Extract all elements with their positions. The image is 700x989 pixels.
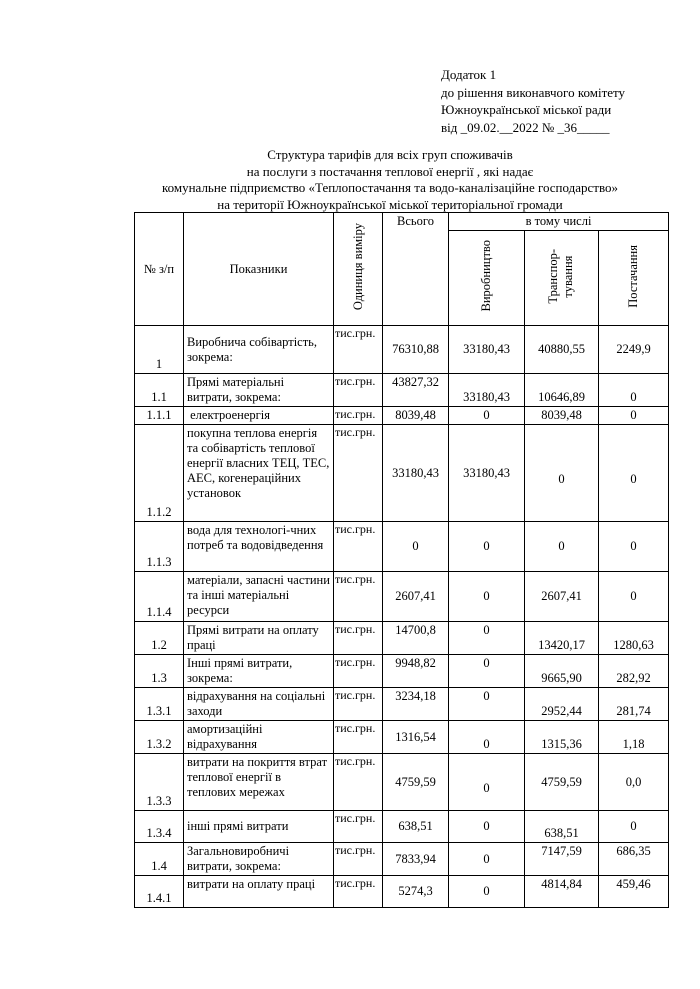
row-supply: 0,0 bbox=[599, 754, 669, 811]
row-transport: 4814,84 bbox=[525, 876, 599, 908]
row-transport: 4759,59 bbox=[525, 754, 599, 811]
row-supply: 686,35 bbox=[599, 843, 669, 876]
header-production bbox=[449, 231, 525, 326]
row-num: 1.3 bbox=[135, 655, 184, 688]
header-transport-label: Транспор- тування bbox=[545, 248, 575, 304]
title-line: Структура тарифів для всіх груп споживачів bbox=[267, 147, 513, 162]
row-unit: тис.грн. bbox=[334, 425, 383, 522]
row-transport: 638,51 bbox=[525, 811, 599, 843]
row-unit: тис.грн. bbox=[334, 374, 383, 407]
header-supply bbox=[599, 231, 669, 326]
row-unit: тис.грн. bbox=[334, 876, 383, 908]
row-production: 0 bbox=[449, 843, 525, 876]
row-production: 0 bbox=[449, 688, 525, 721]
row-indicator: Загальновиробничі витрати, зокрема: bbox=[184, 843, 334, 876]
table-row bbox=[135, 572, 669, 622]
row-transport: 9665,90 bbox=[525, 655, 599, 688]
header-including: в тому числі bbox=[449, 213, 669, 231]
row-total: 3234,18 bbox=[383, 688, 449, 721]
row-total: 14700,8 bbox=[383, 622, 449, 655]
row-production: 0 bbox=[449, 811, 525, 843]
table-row bbox=[135, 374, 669, 407]
row-num: 1 bbox=[135, 326, 184, 374]
row-production: 33180,43 bbox=[449, 425, 525, 522]
row-transport: 40880,55 bbox=[525, 326, 599, 374]
row-production: 0 bbox=[449, 572, 525, 622]
row-production: 0 bbox=[449, 721, 525, 754]
table-row bbox=[135, 688, 669, 721]
header-supply-label: Постачання bbox=[626, 244, 640, 308]
row-total: 9948,82 bbox=[383, 655, 449, 688]
row-unit: тис.грн. bbox=[334, 688, 383, 721]
row-transport: 0 bbox=[525, 522, 599, 572]
row-unit: тис.грн. bbox=[334, 622, 383, 655]
row-supply: 281,74 bbox=[599, 688, 669, 721]
row-indicator: вода для технологі-чних потреб та водовідведення bbox=[184, 522, 334, 572]
row-total: 2607,41 bbox=[383, 572, 449, 622]
row-total: 0 bbox=[383, 522, 449, 572]
row-production: 33180,43 bbox=[449, 326, 525, 374]
row-transport: 8039,48 bbox=[525, 407, 599, 425]
row-indicator: електроенергія bbox=[184, 407, 334, 425]
row-num: 1.1.2 bbox=[135, 425, 184, 522]
table-row bbox=[135, 843, 669, 876]
row-unit: тис.грн. bbox=[334, 843, 383, 876]
row-total: 638,51 bbox=[383, 811, 449, 843]
row-total: 33180,43 bbox=[383, 425, 449, 522]
appendix-line: до рішення виконавчого комітету bbox=[441, 84, 626, 100]
row-supply: 0 bbox=[599, 425, 669, 522]
row-unit: тис.грн. bbox=[334, 655, 383, 688]
title-line: комунальне підприємство «Теплопостачання та водо-каналізаційне господарство» bbox=[161, 180, 619, 195]
header-indicator: Показники bbox=[184, 213, 334, 326]
row-num: 1.4 bbox=[135, 843, 184, 876]
row-total: 5274,3 bbox=[383, 876, 449, 908]
table-row bbox=[135, 754, 669, 811]
row-indicator: амортизаційні відрахування bbox=[184, 721, 334, 754]
row-num: 1.4.1 bbox=[135, 876, 184, 908]
row-transport: 7147,59 bbox=[525, 843, 599, 876]
row-indicator: витрати на покриття втрат теплової енергії в теплових мережах bbox=[184, 754, 334, 811]
row-total: 7833,94 bbox=[383, 843, 449, 876]
row-indicator: відрахування на соціальні заходи bbox=[184, 688, 334, 721]
row-num: 1.2 bbox=[135, 622, 184, 655]
row-unit: тис.грн. bbox=[334, 754, 383, 811]
row-num: 1.1 bbox=[135, 374, 184, 407]
row-indicator: інші прямі витрати bbox=[184, 811, 334, 843]
row-num: 1.3.1 bbox=[135, 688, 184, 721]
row-transport: 2607,41 bbox=[525, 572, 599, 622]
row-production: 0 bbox=[449, 522, 525, 572]
row-indicator: матеріали, запасні частини та інші матеріальні ресурси bbox=[184, 572, 334, 622]
row-supply: 0 bbox=[599, 407, 669, 425]
row-indicator: покупна теплова енергія та собівартість теплової енергії власних ТЕЦ, ТЕС, АЕС, когенераційних установок bbox=[184, 425, 334, 522]
row-production: 0 bbox=[449, 622, 525, 655]
row-production: 33180,43 bbox=[449, 374, 525, 407]
row-unit: тис.грн. bbox=[334, 572, 383, 622]
table-row bbox=[135, 425, 669, 522]
row-total: 4759,59 bbox=[383, 754, 449, 811]
row-unit: тис.грн. bbox=[334, 326, 383, 374]
row-transport: 10646,89 bbox=[525, 374, 599, 407]
table-row bbox=[135, 811, 669, 843]
header-unit-label: Одиниця виміру bbox=[350, 223, 365, 311]
row-supply: 0 bbox=[599, 522, 669, 572]
row-indicator: Прямі матеріальні витрати, зокрема: bbox=[184, 374, 334, 407]
row-indicator: Інші прямі витрати, зокрема: bbox=[184, 655, 334, 688]
row-supply: 2249,9 bbox=[599, 326, 669, 374]
row-num: 1.3.3 bbox=[135, 754, 184, 811]
row-unit: тис.грн. bbox=[334, 721, 383, 754]
table-row bbox=[135, 326, 669, 374]
table-row bbox=[135, 655, 669, 688]
tariff-structure-table bbox=[134, 212, 669, 908]
row-supply: 0 bbox=[599, 374, 669, 407]
row-num: 1.3.2 bbox=[135, 721, 184, 754]
title-line: на території Южноукраїнської міської територіальної громади bbox=[217, 196, 563, 212]
title-line: на послуги з постачання теплової енергії , які надає bbox=[246, 163, 534, 179]
row-num: 1.1.4 bbox=[135, 572, 184, 622]
table-row bbox=[135, 721, 669, 754]
row-total: 8039,48 bbox=[383, 407, 449, 425]
header-production-label: Виробництво bbox=[479, 240, 493, 312]
row-production: 0 bbox=[449, 876, 525, 908]
table-row bbox=[135, 522, 669, 572]
row-transport: 0 bbox=[525, 425, 599, 522]
row-indicator: Прямі витрати на оплату праці bbox=[184, 622, 334, 655]
row-transport: 1315,36 bbox=[525, 721, 599, 754]
row-supply: 0 bbox=[599, 811, 669, 843]
row-indicator: витрати на оплату праці bbox=[184, 876, 334, 908]
row-num: 1.3.4 bbox=[135, 811, 184, 843]
row-supply: 459,46 bbox=[599, 876, 669, 908]
appendix-line: Южноукраїнської міської ради bbox=[441, 102, 612, 117]
table-row bbox=[135, 407, 669, 425]
table-row bbox=[135, 876, 669, 908]
document-title bbox=[100, 147, 680, 213]
header-total: Всього bbox=[383, 213, 449, 326]
appendix-line: Додаток 1 bbox=[441, 67, 497, 82]
row-supply: 282,92 bbox=[599, 655, 669, 688]
row-num: 1.1.3 bbox=[135, 522, 184, 572]
row-supply: 1280,63 bbox=[599, 622, 669, 655]
row-supply: 0 bbox=[599, 572, 669, 622]
table-row bbox=[135, 622, 669, 655]
row-indicator: Виробнича собівартість, зокрема: bbox=[184, 326, 334, 374]
appendix-line: від _09.02.__2022 № _36_____ bbox=[441, 119, 610, 135]
row-production: 0 bbox=[449, 407, 525, 425]
header-num: № з/п bbox=[135, 213, 184, 326]
row-unit: тис.грн. bbox=[334, 407, 383, 425]
row-supply: 1,18 bbox=[599, 721, 669, 754]
row-unit: тис.грн. bbox=[334, 522, 383, 572]
header-unit bbox=[334, 213, 383, 326]
row-total: 76310,88 bbox=[383, 326, 449, 374]
appendix-block bbox=[441, 66, 625, 136]
row-transport: 13420,17 bbox=[525, 622, 599, 655]
row-production: 0 bbox=[449, 754, 525, 811]
row-num: 1.1.1 bbox=[135, 407, 184, 425]
row-unit: тис.грн. bbox=[334, 811, 383, 843]
row-total: 43827,32 bbox=[383, 374, 449, 407]
row-production: 0 bbox=[449, 655, 525, 688]
row-total: 1316,54 bbox=[383, 721, 449, 754]
header-transport bbox=[525, 231, 599, 326]
row-transport: 2952,44 bbox=[525, 688, 599, 721]
